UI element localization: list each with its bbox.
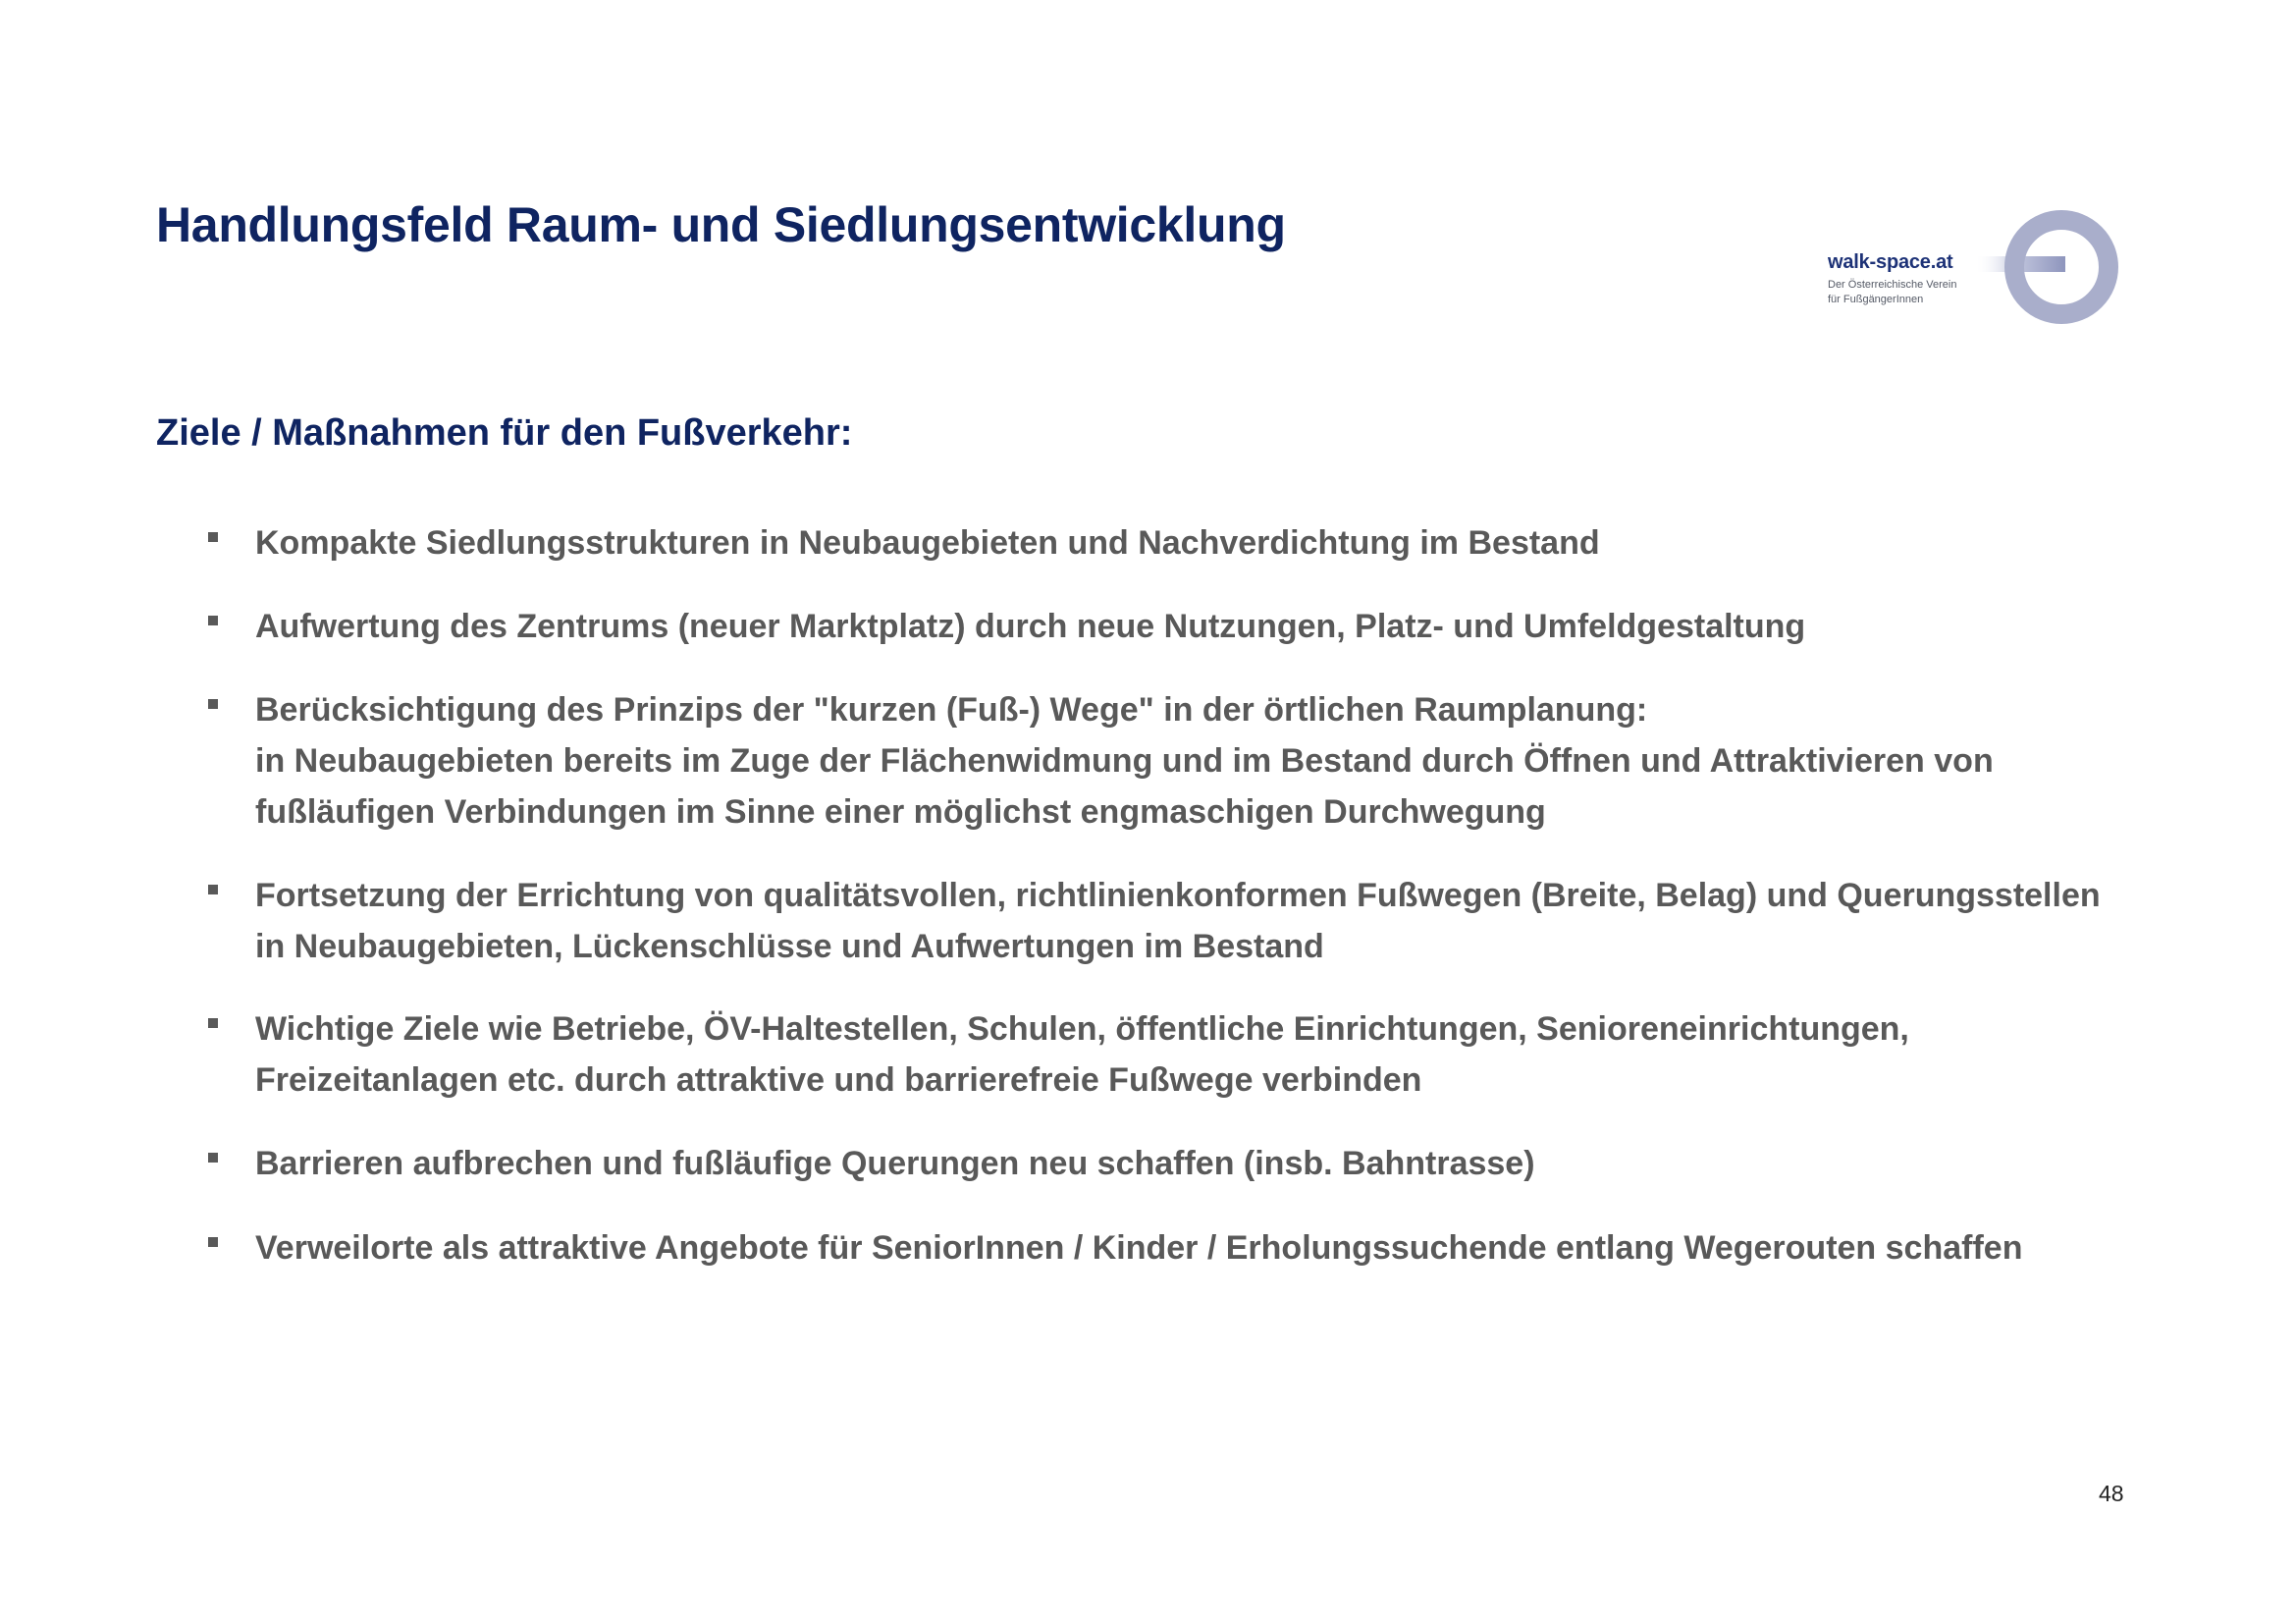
list-item-text: Berücksichtigung des Prinzips der "kurzen (Fuß-) Wege" in der örtlichen Raumplanung: in Neubaugebieten bereits im Zuge der Flächenwidmung und im Bestand durch Öffnen und Attraktivieren von fußläufigen Verbindungen im Sinne einer möglichst engmaschigen Durchwegung bbox=[255, 691, 1994, 831]
list-item-text: Verweilorte als attraktive Angebote für SeniorInnen / Kinder / Erholungssuchende entlang Wegerouten schaffen bbox=[255, 1229, 2023, 1267]
list-item-text: Wichtige Ziele wie Betriebe, ÖV-Haltestellen, Schulen, öffentliche Einrichtungen, Senioreneinrichtungen, Freizeitanlagen etc. durch attraktive und barrierefreie Fußwege verbinden bbox=[255, 1010, 1909, 1099]
square-bullet-icon bbox=[208, 616, 218, 625]
list-item-text: Kompakte Siedlungsstrukturen in Neubaugebieten und Nachverdichtung im Bestand bbox=[255, 524, 1600, 562]
list-item-text: Aufwertung des Zentrums (neuer Marktplatz) durch neue Nutzungen, Platz- und Umfeldgestaltung bbox=[255, 608, 1806, 645]
page-number: 48 bbox=[2099, 1481, 2124, 1506]
list-item-text: Barrieren aufbrechen und fußläufige Querungen neu schaffen (insb. Bahntrasse) bbox=[255, 1145, 1535, 1182]
square-bullet-icon bbox=[208, 1018, 218, 1028]
square-bullet-icon bbox=[208, 532, 218, 542]
walk-space-logo bbox=[1828, 208, 2122, 330]
page-title: Handlungsfeld Raum- und Siedlungsentwicklung bbox=[156, 197, 1286, 252]
square-bullet-icon bbox=[208, 1237, 218, 1247]
square-bullet-icon bbox=[208, 699, 218, 709]
logo-subline: Der Österreichische Verein bbox=[1828, 279, 1957, 291]
logo-subline: für FußgängerInnen bbox=[1828, 294, 1924, 305]
square-bullet-icon bbox=[208, 1153, 218, 1163]
section-subtitle: Ziele / Maßnahmen für den Fußverkehr: bbox=[156, 412, 853, 454]
list-item-text: Fortsetzung der Errichtung von qualitätsvollen, richtlinienkonformen Fußwegen (Breite, Belag) und Querungsstellen in Neubaugebieten, Lückenschlüsse und Aufwertungen im Bestand bbox=[255, 877, 2101, 965]
square-bullet-icon bbox=[208, 885, 218, 894]
logo-wordmark: walk-space.at bbox=[1828, 251, 1953, 273]
